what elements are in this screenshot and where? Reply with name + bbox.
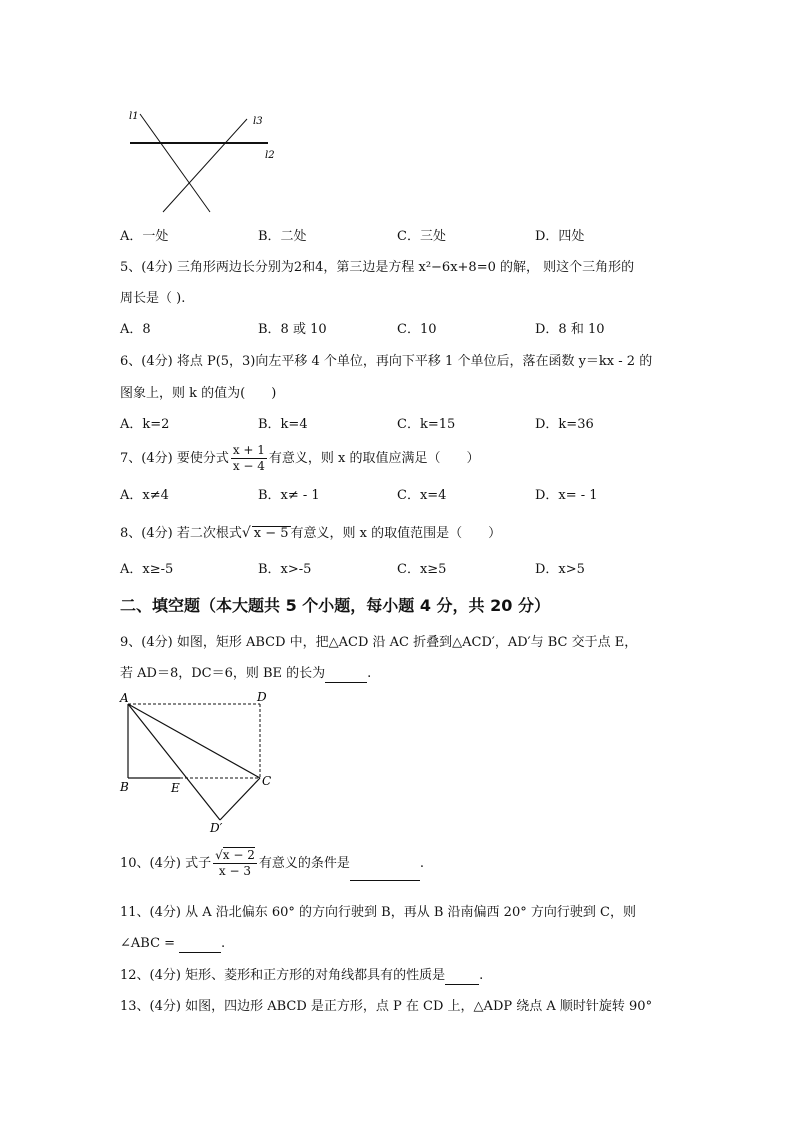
line-l3 — [163, 119, 247, 212]
q11-line1: 11、(4分) 从 A 沿北偏东 60° 的方向行驶到 B，再从 B 沿南偏西 20° 方向行驶到 C，则 — [120, 905, 636, 920]
label-e: E — [171, 781, 180, 795]
q10-numerator — [213, 848, 257, 864]
section-heading-fill-in: 二、填空题（本大题共 5 个小题，每小题 4 分，共 20 分） — [120, 596, 550, 615]
q12-line — [120, 967, 483, 985]
q5-line2: 周长是（ ). — [120, 291, 186, 306]
q9-line2 — [120, 665, 371, 683]
label-b: B — [120, 780, 129, 794]
q8-radicand: x − 5 — [253, 526, 289, 541]
q12-end: . — [479, 968, 484, 983]
q10-radicand: x − 2 — [222, 848, 255, 862]
segment-adprime — [128, 704, 220, 820]
q8-stem — [120, 524, 501, 543]
q10-stem — [120, 847, 424, 881]
segment-cdprime — [220, 778, 260, 820]
q10-fraction — [213, 848, 257, 879]
q4-option-a: A．一处 — [120, 229, 169, 244]
label-l3: l3 — [253, 116, 263, 127]
label-l2: l2 — [265, 150, 275, 161]
q9-line1: 9、(4分) 如图，矩形 ABCD 中，把△ACD 沿 AC 折叠到△ACD′，AD′与 BC 交于点 E， — [120, 635, 638, 650]
q7-option-a: A．x≠4 — [120, 488, 169, 503]
q11-line2-end: . — [221, 936, 226, 951]
q5-line1: 5、(4分) 三角形两边长分别为2和4，第三边是方程 x²−6x+8=0 的解， 则这个三角形的 — [120, 260, 635, 275]
q4-option-d: D．四处 — [535, 229, 585, 244]
q12-answer-blank[interactable] — [445, 970, 479, 985]
q5-option-c: C．10 — [397, 322, 437, 337]
label-d: D — [257, 690, 267, 704]
q7-numerator: x + 1 — [232, 443, 265, 457]
sqrt-icon: √ — [241, 525, 251, 541]
q8-suffix: 有意义，则 x 的取值范围是（ ） — [290, 526, 502, 541]
q11-answer-blank[interactable] — [179, 938, 221, 953]
q10-denominator: x − 3 — [218, 864, 252, 878]
q11-line2 — [120, 935, 225, 953]
q7-suffix: 有意义，则 x 的取值应满足（ ） — [268, 451, 480, 466]
q10-end: . — [419, 856, 424, 871]
q10-suffix: 有意义的条件是 — [258, 856, 350, 871]
segment-ac — [128, 704, 260, 778]
q13-line1: 13、(4分) 如图，四边形 ABCD 是正方形，点 P 在 CD 上，△ADP 绕点 A 顺时针旋转 90° — [120, 999, 653, 1014]
q8-option-c: C．x≥5 — [397, 562, 447, 577]
q7-prefix: 7、(4分) 要使分式 — [120, 451, 229, 466]
q6-option-b: B．k=4 — [258, 417, 308, 432]
q11-line2-text: ∠ABC = — [120, 936, 176, 951]
q8-prefix: 8、(4分) 若二次根式 — [120, 526, 242, 541]
label-l1: l1 — [129, 111, 139, 122]
q4-option-c: C．三处 — [397, 229, 446, 244]
q8-option-d: D．x>5 — [535, 562, 585, 577]
q6-option-d: D．k=36 — [535, 417, 594, 432]
label-c: C — [262, 774, 272, 788]
label-d-prime: D′ — [210, 821, 223, 835]
q8-option-b: B．x>-5 — [258, 562, 312, 577]
q7-denominator: x − 4 — [232, 459, 265, 473]
q6-line2: 图象上，则 k 的值为( ) — [120, 386, 277, 401]
sqrt-icon: √ — [215, 848, 223, 862]
q12-text: 12、(4分) 矩形、菱形和正方形的对角线都具有的性质是 — [120, 968, 446, 983]
q4-option-b: B．二处 — [258, 229, 307, 244]
q4-figure — [120, 105, 290, 220]
q5-option-b: B．8 或 10 — [258, 322, 327, 337]
q10-prefix: 10、(4分) 式子 — [120, 856, 212, 871]
q9-answer-blank[interactable] — [325, 668, 367, 683]
q9-line2-end: . — [367, 666, 372, 681]
q7-stem — [120, 442, 480, 476]
q6-line1: 6、(4分) 将点 P(5，3)向左平移 4 个单位，再向下平移 1 个单位后，落在函数 y＝kx - 2 的 — [120, 354, 653, 369]
q7-option-c: C．x=4 — [397, 488, 447, 503]
label-a: A — [120, 691, 129, 705]
q10-answer-blank[interactable] — [350, 866, 420, 881]
q5-option-d: D．8 和 10 — [535, 322, 605, 337]
q7-option-b: B．x≠ - 1 — [258, 488, 320, 503]
q9-figure — [116, 688, 286, 838]
q6-option-a: A．k=2 — [120, 417, 170, 432]
q9-line2-text: 若 AD＝8，DC＝6，则 BE 的长为 — [120, 666, 326, 681]
q5-option-a: A．8 — [120, 322, 151, 337]
q6-option-c: C．k=15 — [397, 417, 456, 432]
q8-option-a: A．x≥-5 — [120, 562, 174, 577]
line-l1 — [140, 114, 210, 212]
q7-option-d: D．x= - 1 — [535, 488, 598, 503]
q7-fraction — [231, 443, 267, 474]
